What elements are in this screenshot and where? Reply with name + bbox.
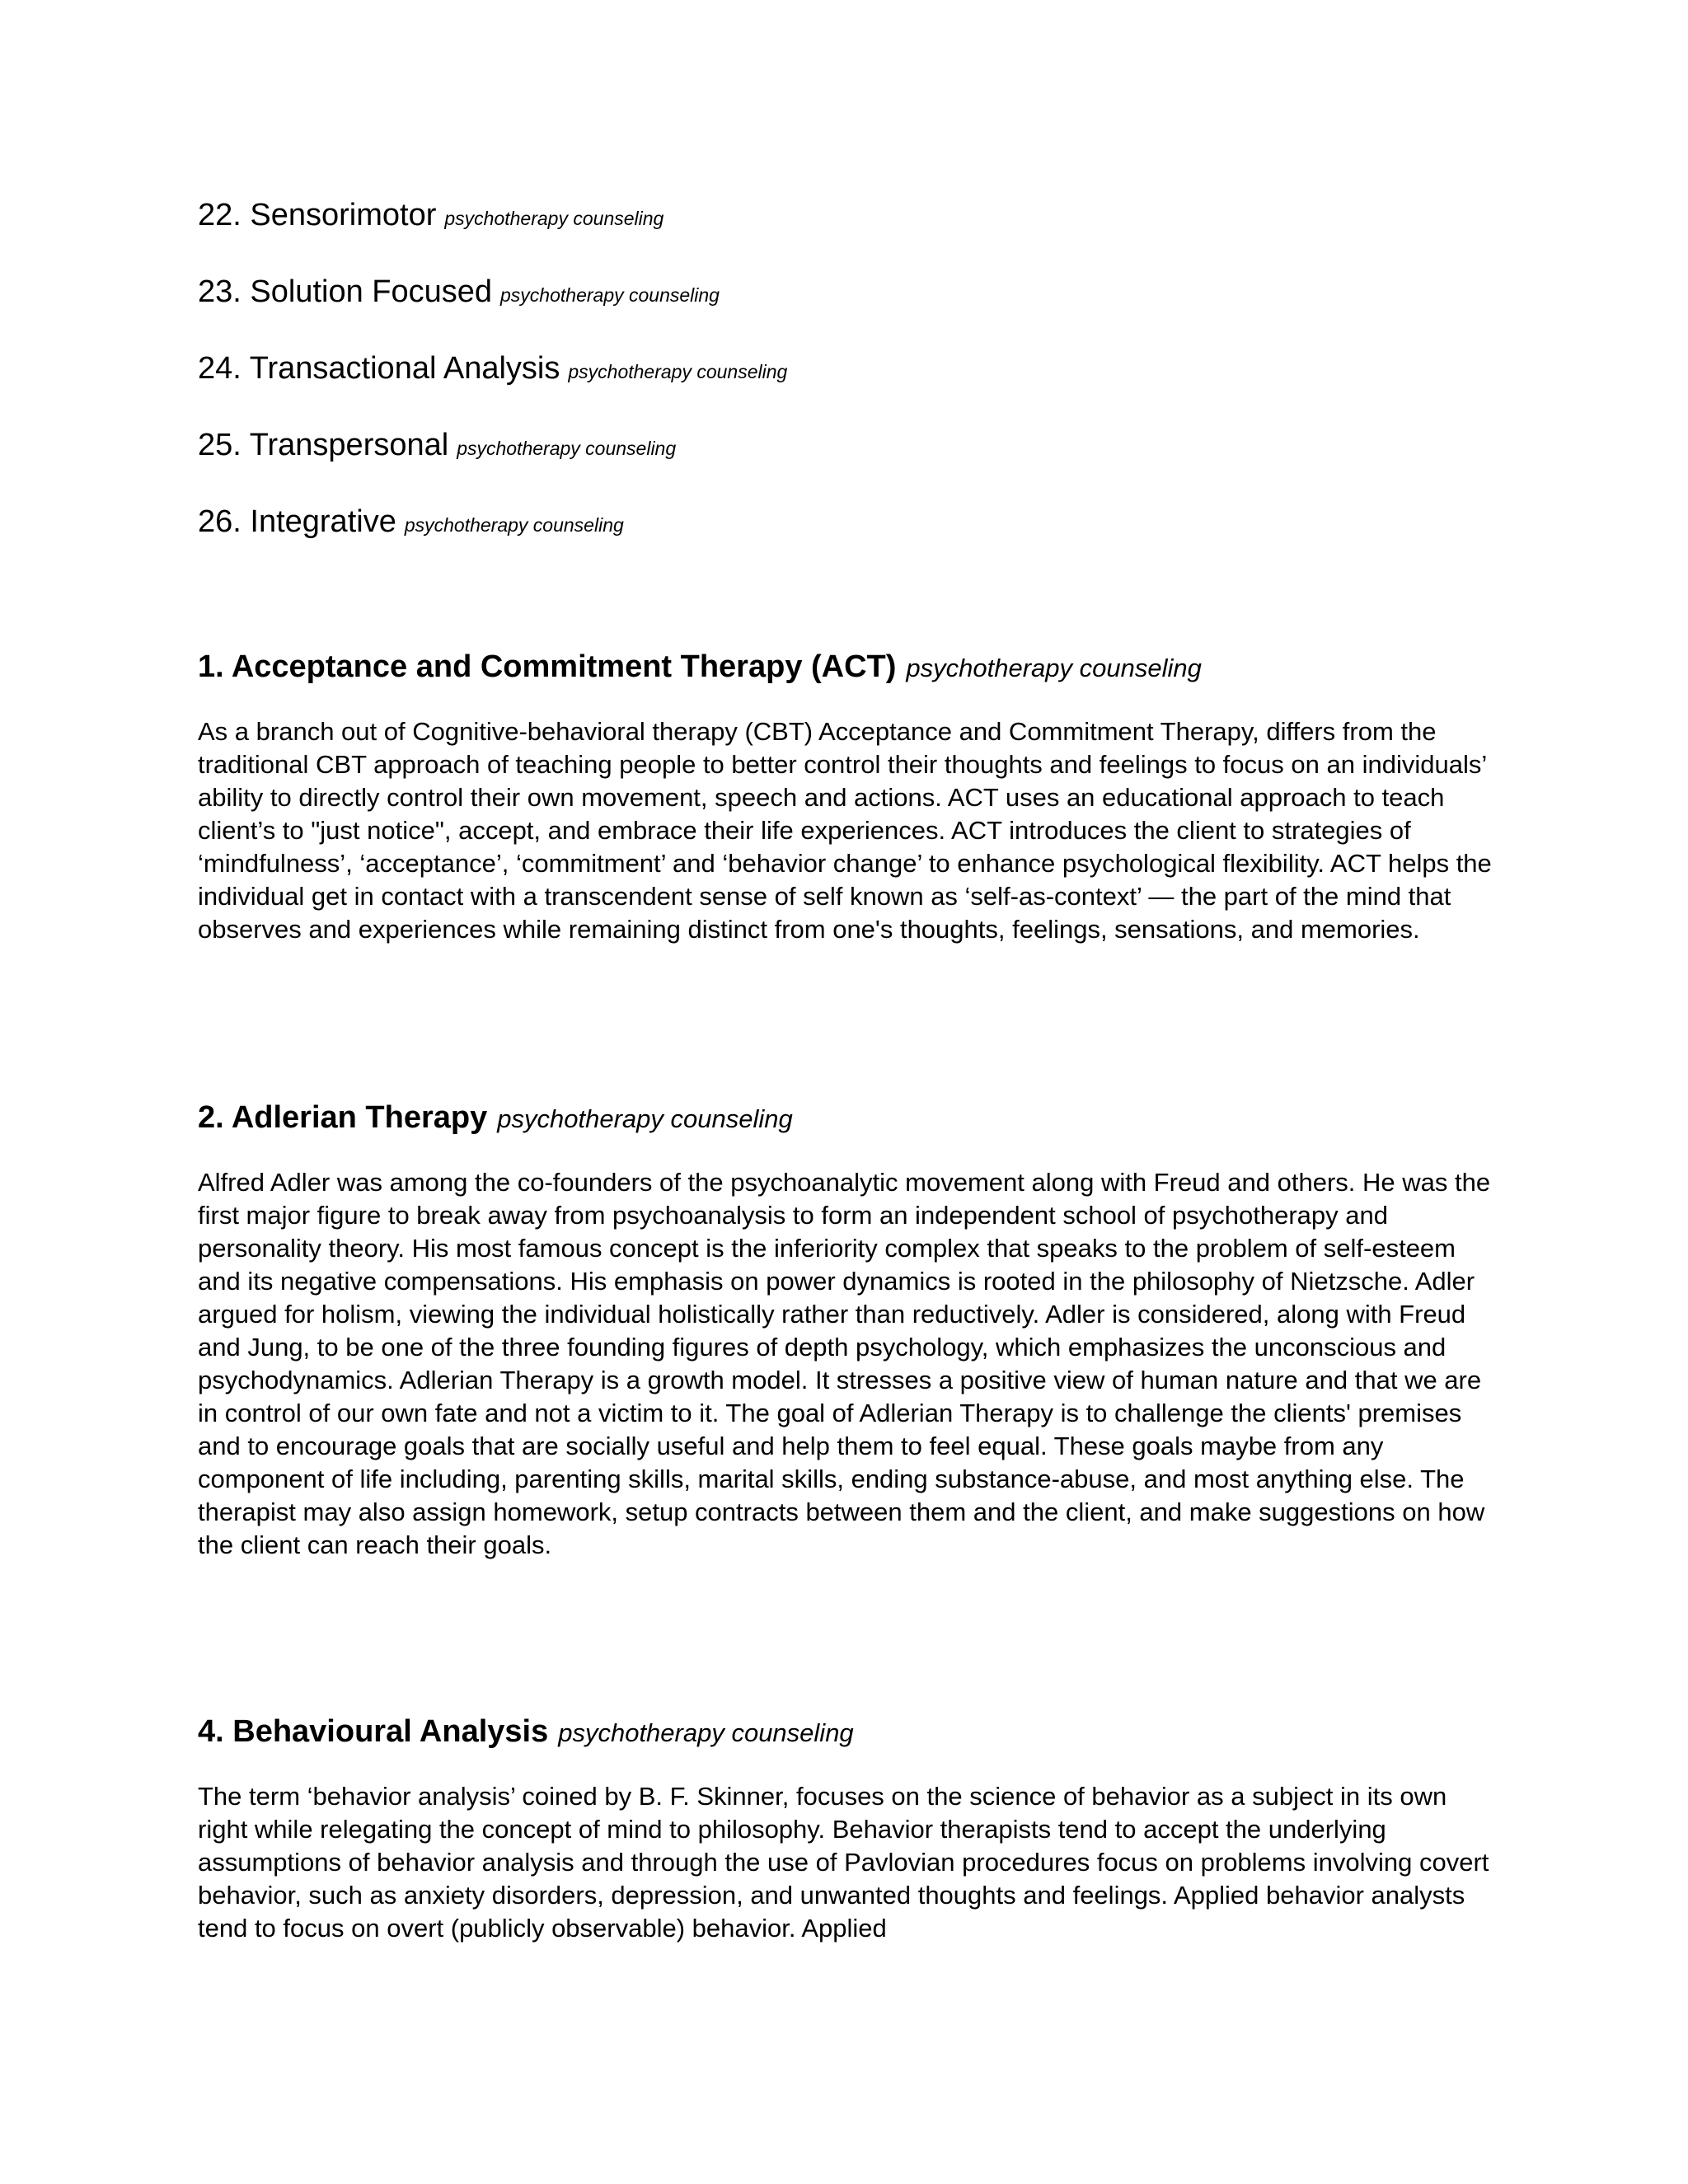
section-tag: psychotherapy counseling [497,1104,793,1133]
list-item-tag: psychotherapy counseling [500,284,720,306]
list-item [198,194,1500,271]
list-item-label: 24. Transactional Analysis [198,351,560,386]
list-item [198,348,1500,424]
section-title: 2. Adlerian Therapy [198,1100,488,1135]
section-title: 4. Behavioural Analysis [198,1714,549,1749]
section-adlerian [198,1097,1500,1562]
section-heading [198,1711,1500,1754]
section-body: As a branch out of Cognitive-behavioral therapy (CBT) Acceptance and Commitment Therapy, differs from the traditional CBT approach of teaching people to better control their thoughts and feelings to focus on an individuals’ ability to directly control their own movement, speech and actions. ACT uses an educational approach to teach client’s to "just notice", accept, and embrace their life experiences. ACT introduces the client to strategies of ‘mindfulness’, ‘acceptance’, ‘commitment’ and ‘behavior change’ to enhance psychological flexibility. ACT helps the individual get in contact with a transcendent sense of self known as ‘self-as-context’ — the part of the mind that observes and experiences while remaining distinct from one's thoughts, feelings, sensations, and memories. [198,717,1492,944]
section-title: 1. Acceptance and Commitment Therapy (ACT) [198,649,897,684]
list-item [198,501,1500,578]
list-item-label: 26. Integrative [198,504,396,539]
section-tag: psychotherapy counseling [906,654,1202,682]
list-item-tag: psychotherapy counseling [457,438,677,459]
list-item-label: 25. Transpersonal [198,428,449,462]
section-act [198,646,1500,946]
list-item-tag: psychotherapy counseling [444,208,664,229]
section-behavioural-analysis [198,1711,1500,1945]
list-item-label: 23. Solution Focused [198,274,493,309]
section-heading [198,646,1500,689]
list-item-tag: psychotherapy counseling [404,514,624,536]
list-item-label: 22. Sensorimotor [198,198,437,232]
section-tag: psychotherapy counseling [558,1718,854,1747]
section-body: Alfred Adler was among the co-founders of the psychoanalytic movement along with Freud and others. He was the first major figure to break away from psychoanalysis to form an independent school of psychotherapy and personality theory. His most famous concept is the inferiority complex that speaks to the problem of self-esteem and its negative compensations. His emphasis on power dynamics is rooted in the philosophy of Nietzsche. Adler argued for holism, viewing the individual holistically rather than reductively. Adler is considered, along with Freud and Jung, to be one of the three founding figures of depth psychology, which emphasizes the unconscious and psychodynamics. Adlerian Therapy is a growth model. It stresses a positive view of human nature and that we are in control of our own fate and not a victim to it. The goal of Adlerian Therapy is to challenge the clients' premises and to encourage goals that are socially useful and help them to feel equal. These goals maybe from any component of life including, parenting skills, marital skills, ending substance-abuse, and most anything else. The therapist may also assign homework, setup contracts between them and the client, and make suggestions on how the client can reach their goals. [198,1168,1491,1559]
list-item [198,424,1500,501]
approach-list [198,194,1500,578]
section-heading [198,1097,1500,1140]
list-item-tag: psychotherapy counseling [568,361,788,382]
list-item [198,271,1500,348]
section-body: The term ‘behavior analysis’ coined by B. F. Skinner, focuses on the science of behavior as a subject in its own right while relegating the concept of mind to philosophy. Behavior therapists tend to accept the underlying assumptions of behavior analysis and through the use of Pavlovian procedures focus on problems involving covert behavior, such as anxiety disorders, depression, and unwanted thoughts and feelings. Applied behavior analysts tend to focus on overt (publicly observable) behavior. Applied [198,1782,1489,1943]
